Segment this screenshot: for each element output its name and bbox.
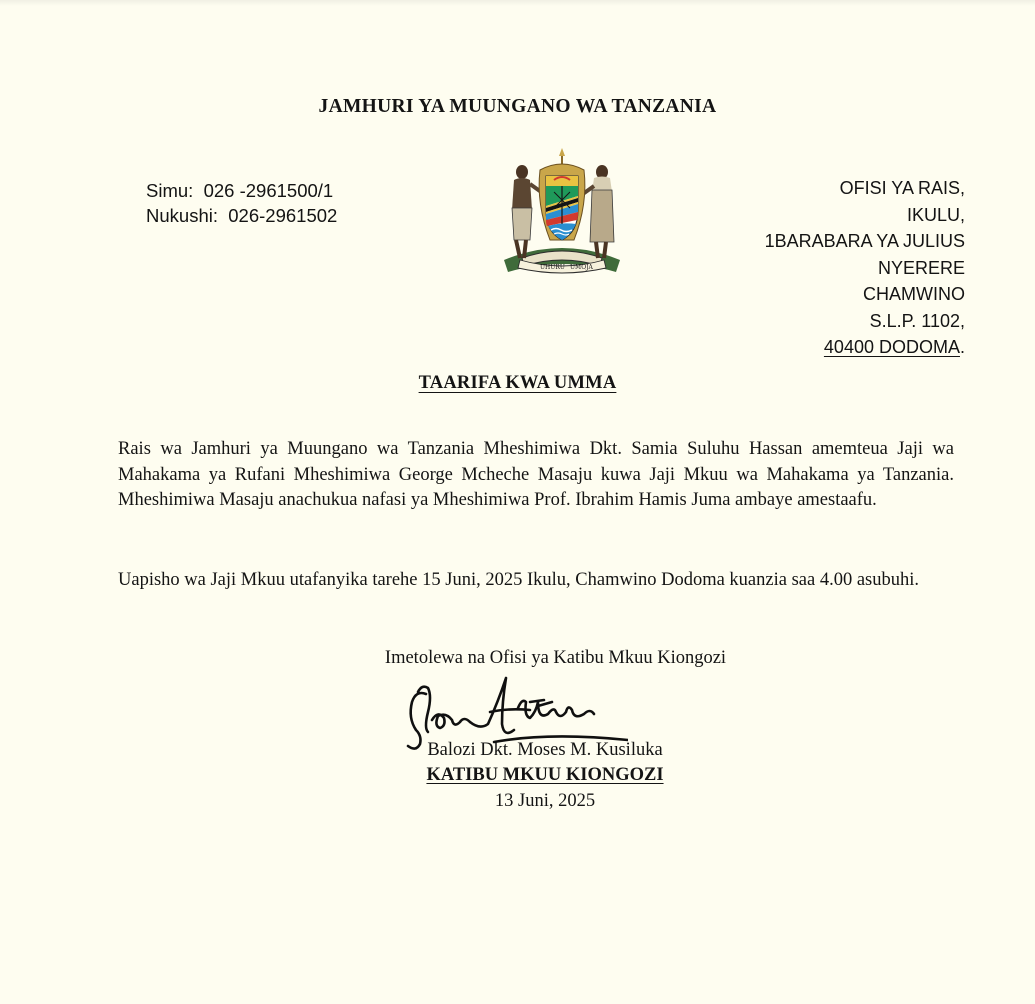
address-line-2: IKULU, bbox=[906, 204, 965, 225]
postal-suffix: . bbox=[959, 337, 965, 357]
notice-paragraph-2: Uapisho wa Jaji Mkuu utafanyika tarehe 15 Juni, 2025 Ikulu, Chamwino Dodoma kuanzia saa 4.00 asubuhi. bbox=[118, 570, 919, 590]
notice-paragraph-1: Rais wa Jamhuri ya Muungano wa Tanzania Mheshimiwa Dkt. Samia Suluhu Hassan amemteua Jaji wa Mahakama ya Rufani Mheshimiwa George Mcheche Masaju kuwa Jaji Mkuu wa Mahakama ya Tanzania. Mheshimiwa Masaju anachukua nafasi ya Mheshimiwa Prof. Ibrahim Hamis Juma ambaye amestaafu. bbox=[118, 439, 954, 510]
phone-row bbox=[146, 178, 337, 203]
country-heading: JAMHURI YA MUUNGANO WA TANZANIA bbox=[318, 96, 717, 117]
address-line-4: NYERERE bbox=[877, 257, 965, 278]
fax-value: 026-2961502 bbox=[228, 205, 338, 226]
handwritten-signature bbox=[398, 672, 628, 772]
address-block bbox=[765, 175, 965, 361]
issue-date: 13 Juni, 2025 bbox=[494, 791, 596, 811]
postal-city: 40400 DODOMA bbox=[823, 337, 960, 357]
signer-name: Balozi Dkt. Moses M. Kusiluka bbox=[427, 740, 663, 760]
motto-right: UMOJA bbox=[570, 264, 593, 271]
address-line-7 bbox=[765, 334, 965, 361]
address-line-3: 1BARABARA YA JULIUS bbox=[764, 231, 965, 251]
motto-left: UHURU bbox=[540, 264, 565, 271]
issued-by-line: Imetolewa na Ofisi ya Katibu Mkuu Kiongozi bbox=[384, 648, 727, 668]
signer-title: KATIBU MKUU KIONGOZI bbox=[426, 765, 664, 785]
address-line-6: S.L.P. 1102, bbox=[869, 310, 965, 331]
fax-row bbox=[146, 203, 337, 228]
address-line-5: CHAMWINO bbox=[863, 284, 965, 304]
address-line-1: OFISI YA RAIS, bbox=[839, 178, 965, 198]
tanzania-coat-of-arms-icon bbox=[496, 148, 628, 278]
phone-value: 026 -2961500/1 bbox=[203, 180, 334, 201]
contact-block bbox=[146, 178, 337, 228]
notice-title: TAARIFA KWA UMMA bbox=[418, 373, 617, 393]
phone-label: Simu: bbox=[146, 180, 194, 201]
page-top-shadow bbox=[0, 0, 1035, 6]
fax-label: Nukushi: bbox=[146, 205, 218, 226]
